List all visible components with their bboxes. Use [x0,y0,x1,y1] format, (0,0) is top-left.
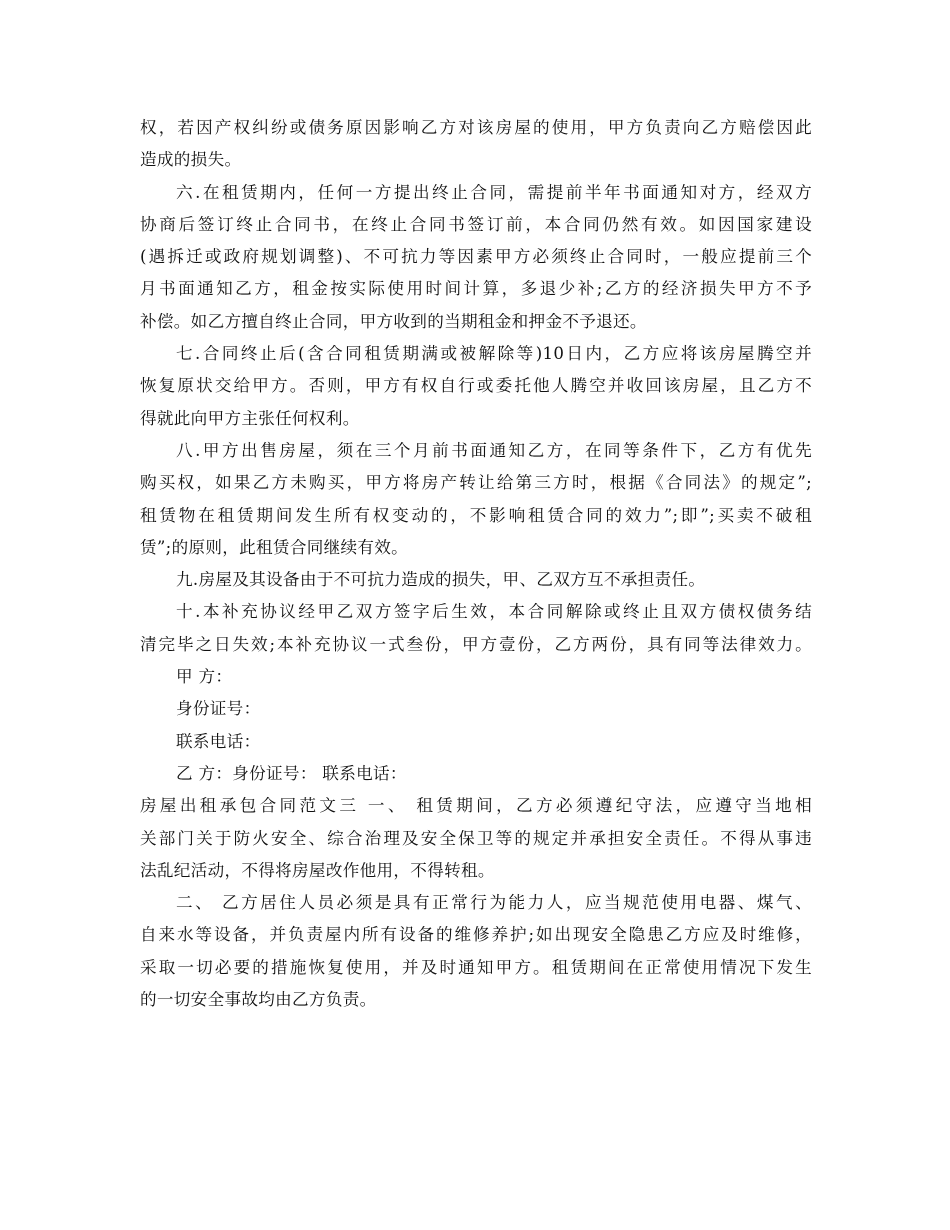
text-line: 房屋出租承包合同范文三 一、 租赁期间，乙方必须遵纪守法，应遵守当地相 [140,796,812,816]
text-line: 八.甲方出售房屋，须在三个月前书面通知乙方，在同等条件下，乙方有优先 [176,440,812,460]
text-line: 七.合同终止后(含合同租赁期满或被解除等)10日内，乙方应将该房屋腾空并 [176,344,812,364]
text-line: 赁”;的原则，此租赁合同继续有效。 [140,537,409,557]
text-line: (遇拆迁或政府规划调整)、不可抗力等因素甲方必须终止合同时，一般应提前三个 [140,247,812,267]
text-line: 月书面通知乙方，租金按实际使用时间计算，多退少补;乙方的经济损失甲方不予 [140,279,812,299]
text-line: 十.本补充协议经甲乙双方签字后生效，本合同解除或终止且双方债权债务结 [176,602,812,622]
text-line: 协商后签订终止合同书，在终止合同书签订前，本合同仍然有效。如因国家建设 [140,214,812,234]
text-line: 法乱纪活动，不得将房屋改作他用，不得转租。 [140,860,495,880]
text-line: 恢复原状交给甲方。否则，甲方有权自行或委托他人腾空并收回该房屋，且乙方不 [140,376,812,396]
text-line: 联系电话： [176,731,261,751]
text-line: 购买权，如果乙方未购买，甲方将房产转让给第三方时，根据《合同法》的规定”; [140,473,812,493]
text-line: 得就此向甲方主张任何权利。 [140,408,360,428]
text-line: 权，若因产权纠纷或债务原因影响乙方对该房屋的使用，甲方负责向乙方赔偿因此 [140,118,812,137]
text-line: 关部门关于防火安全、综合治理及安全保卫等的规定并承担安全责任。不得从事违 [140,828,812,848]
text-line: 租赁物在租赁期间发生所有权变动的，不影响租赁合同的效力”;即”;买卖不破租 [140,505,812,525]
text-line: 的一切安全事故均由乙方负责。 [140,990,377,1010]
text-line: 造成的损失。 [140,150,242,170]
text-line: 乙 方：身份证号： 联系电话： [176,763,407,783]
text-line: 身份证号： [176,699,261,719]
text-line: 自来水等设备，并负责屋内所有设备的维修养护;如出现安全隐患乙方应及时维修， [140,925,812,945]
text-line: 甲 方： [176,667,233,687]
text-line: 采取一切必要的措施恢复使用，并及时通知甲方。租赁期间在正常使用情况下发生 [140,957,812,977]
text-line: 九.房屋及其设备由于不可抗力造成的损失，甲、乙双方互不承担责任。 [176,570,706,590]
text-line: 补偿。如乙方擅自终止合同，甲方收到的当期租金和押金不予退还。 [140,311,647,331]
text-line: 清完毕之日失效;本补充协议一式叁份，甲方壹份，乙方两份，具有同等法律效力。 [140,634,812,654]
document-page [140,112,812,1016]
text-line: 二、 乙方居住人员必须是具有正常行为能力人，应当规范使用电器、煤气、 [176,893,812,913]
text-line: 六.在租赁期内，任何一方提出终止合同，需提前半年书面通知对方，经双方 [176,182,812,202]
